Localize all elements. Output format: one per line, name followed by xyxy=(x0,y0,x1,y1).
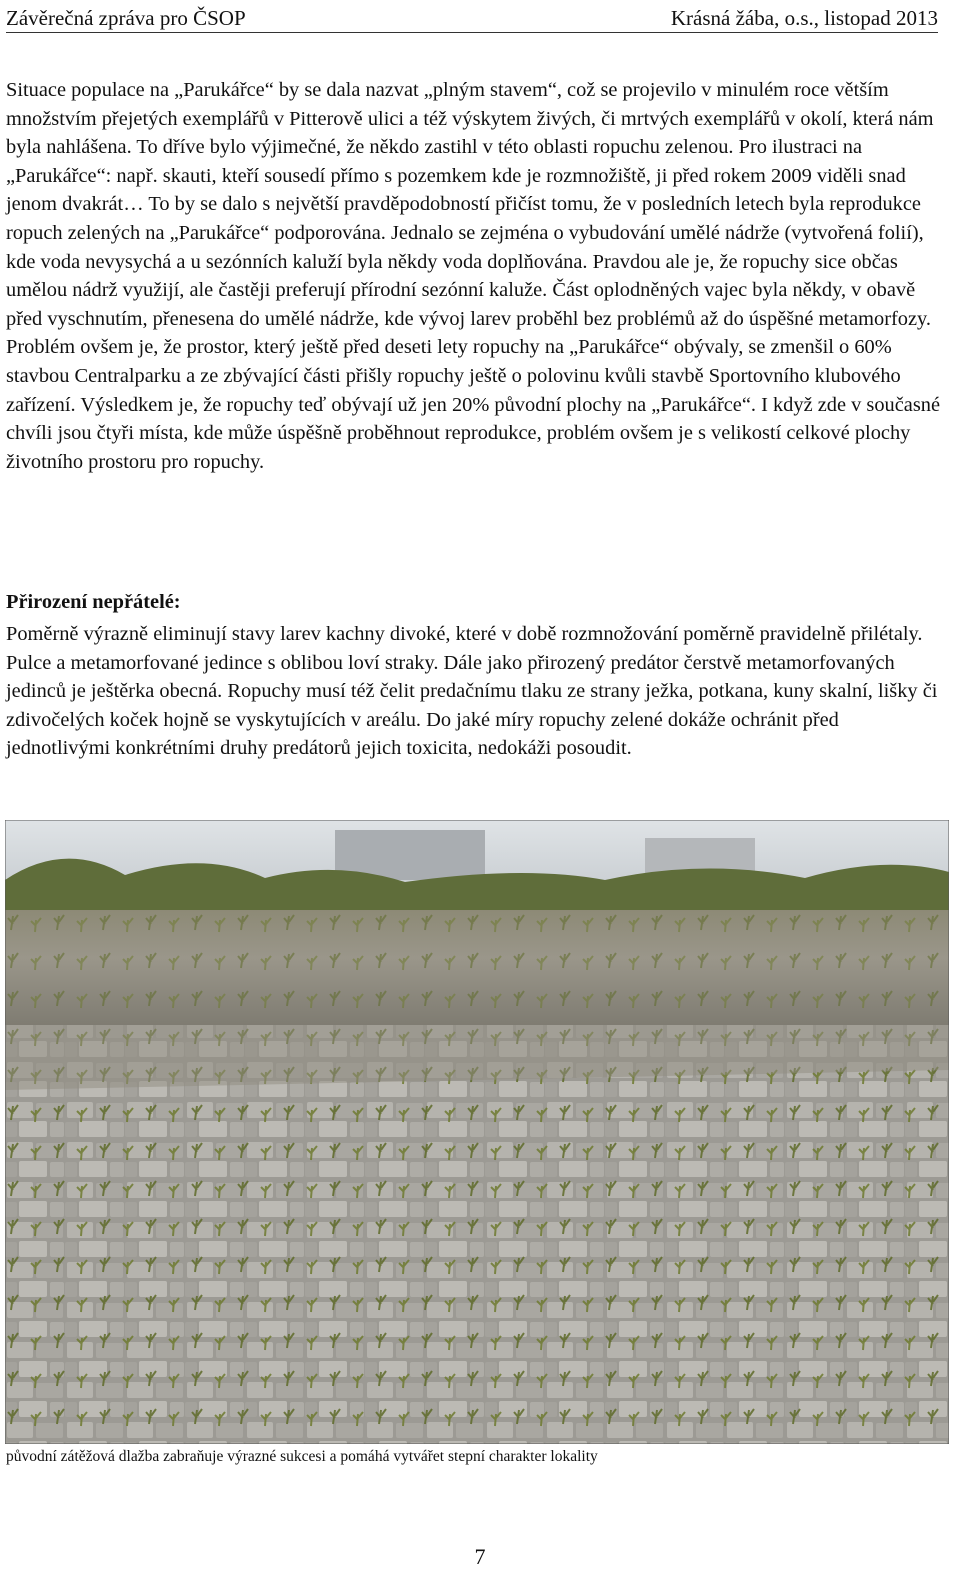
page-number: 7 xyxy=(474,1544,486,1569)
predators-heading: Přirození nepřátelé: xyxy=(6,591,181,613)
paving-photo xyxy=(5,820,949,1444)
photo-caption: původní zátěžová dlažba zabraňuje výrazné sukcesi a pomáhá vytvářet stepní charakter lokality xyxy=(6,1448,598,1465)
page-header xyxy=(6,6,938,33)
header-org-date: Krásná žába, o.s., listopad 2013 xyxy=(670,6,938,30)
header-title: Závěrečná zpráva pro ČSOP xyxy=(6,6,246,30)
section-population-text xyxy=(6,76,946,476)
population-paragraph: Situace populace na „Parukářce“ by se dala nazvat „plným stavem“, což se projevilo v minulém roce větším množstvím přejetých exemplářů v Pitterově ulici a též výskytem živých, či mrtvých exemplářů v okolí, která nám byla nahlášena. To dříve bylo výjimečné, že někdo zastihl v této oblasti ropuchu zelenou. Pro ilustraci na „Parukářce“: např. skauti, kteří sousedí přímo s pozemkem kde je rozmnožiště, ji před rokem 2009 viděli snad jenom dvakrát… To by se dalo s největší pravděpodobností přičíst tomu, že v posledních letech byla reprodukce ropuch zelených na „Parukářce“ podporována. Jednalo se zejména o vybudování umělé nádrže (vytvořená folií), kde voda nevysychá a u sezónních kaluží byla někdy voda doplňována. Pravdou ale je, že ropuchy sice občas umělou nádrž využijí, ale častěji preferují přírodní sezónní kaluže. Část oplodněných vajec byla někdy, v obavě před vyschnutím, přenesena do umělé nádrže, kde vývoj larev proběhl bez problémů až do úspěšné metamorfozy. Problém ovšem je, že prostor, který ještě před deseti lety ropuchy na „Parukářce“ obývaly, se zmenšil o 60% stavbou Centralparku a ze zbývající části přišly ropuchy ještě o polovinu kvůli stavbě Sportovního klubového zařízení. Výsledkem je, že ropuchy teď obývají už jen 20% původní plochy na „Parukářce“. I když zde v současné chvíli jsou čtyři místa, kde může úspěšně proběhnout reprodukce, problém ovšem je s velikostí celkové plochy životního prostoru pro ropuchy. xyxy=(6,79,941,473)
predators-paragraph: Poměrně výrazně eliminují stavy larev kachny divoké, které v době rozmnožování poměrně pravidelně přilétaly. Pulce a metamorfované jedince s oblibou loví straky. Dále jako přirozený predátor čerstvě metamorfovaných jedinců je ještěrka obecná. Ropuchy musí též čelit predačnímu tlaku ze strany ježka, potkana, kuny skalní, lišky či zdivočelých koček hojně se vyskytujících v areálu. Do jaké míry ropuchy zelené dokáže ochránit před jednotlivými konkrétními druhy predátorů jejich toxicita, nedokáži posoudit. xyxy=(6,623,938,760)
section-predators-text xyxy=(6,620,946,763)
paving-photo-image xyxy=(5,820,949,1444)
